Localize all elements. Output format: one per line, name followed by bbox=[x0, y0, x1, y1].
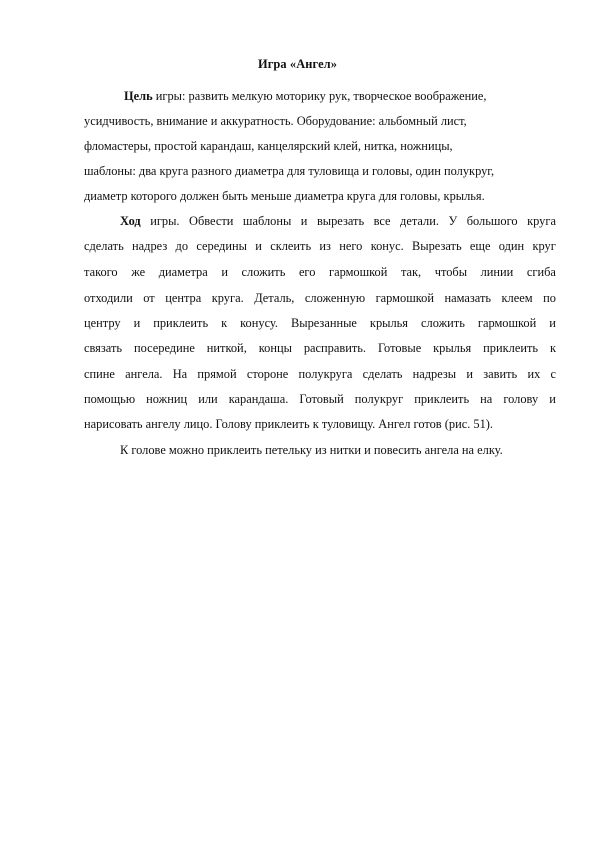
paragraph-line: центру и приклеить к конусу. Вырезанные крылья сложить гармошкой и bbox=[84, 316, 556, 330]
paragraph-line: шаблоны: два круга разного диаметра для туловища и головы, один полукруг, bbox=[84, 164, 495, 178]
document-title: Игра «Ангел» bbox=[257, 57, 338, 71]
paragraph-line: связать посередине ниткой, концы расправить. Готовые крылья приклеить к bbox=[84, 341, 556, 355]
paragraph-line: Ход игры. Обвести шаблоны и вырезать все детали. У большого круга bbox=[120, 214, 556, 228]
paragraph-line: диаметр которого должен быть меньше диаметра круга для головы, крылья. bbox=[84, 189, 485, 203]
paragraph-line: спине ангела. На прямой стороне полукруга сделать надрезы и завить их с bbox=[84, 367, 556, 381]
paragraph-line: К голове можно приклеить петельку из нитки и повесить ангела на елку. bbox=[120, 443, 503, 457]
paragraph-line: Цель игры: развить мелкую моторику рук, творческое воображение, bbox=[124, 89, 487, 103]
paragraph-line: такого же диаметра и сложить его гармошкой так, чтобы линии сгиба bbox=[84, 265, 556, 279]
paragraph-line: фломастеры, простой карандаш, канцелярский клей, нитка, ножницы, bbox=[84, 139, 453, 153]
paragraph-line: усидчивость, внимание и аккуратность. Оборудование: альбомный лист, bbox=[84, 114, 467, 128]
paragraph-line: сделать надрез до середины и склеить из него конус. Вырезать еще один круг bbox=[84, 239, 556, 253]
paragraph-line: помощью ножниц или карандаша. Готовый полукруг приклеить на голову и bbox=[84, 392, 556, 406]
paragraph-line: нарисовать ангелу лицо. Голову приклеить к туловищу. Ангел готов (рис. 51). bbox=[84, 417, 494, 431]
paragraph-line: отходили от центра круга. Деталь, сложенную гармошкой намазать клеем по bbox=[84, 291, 556, 305]
